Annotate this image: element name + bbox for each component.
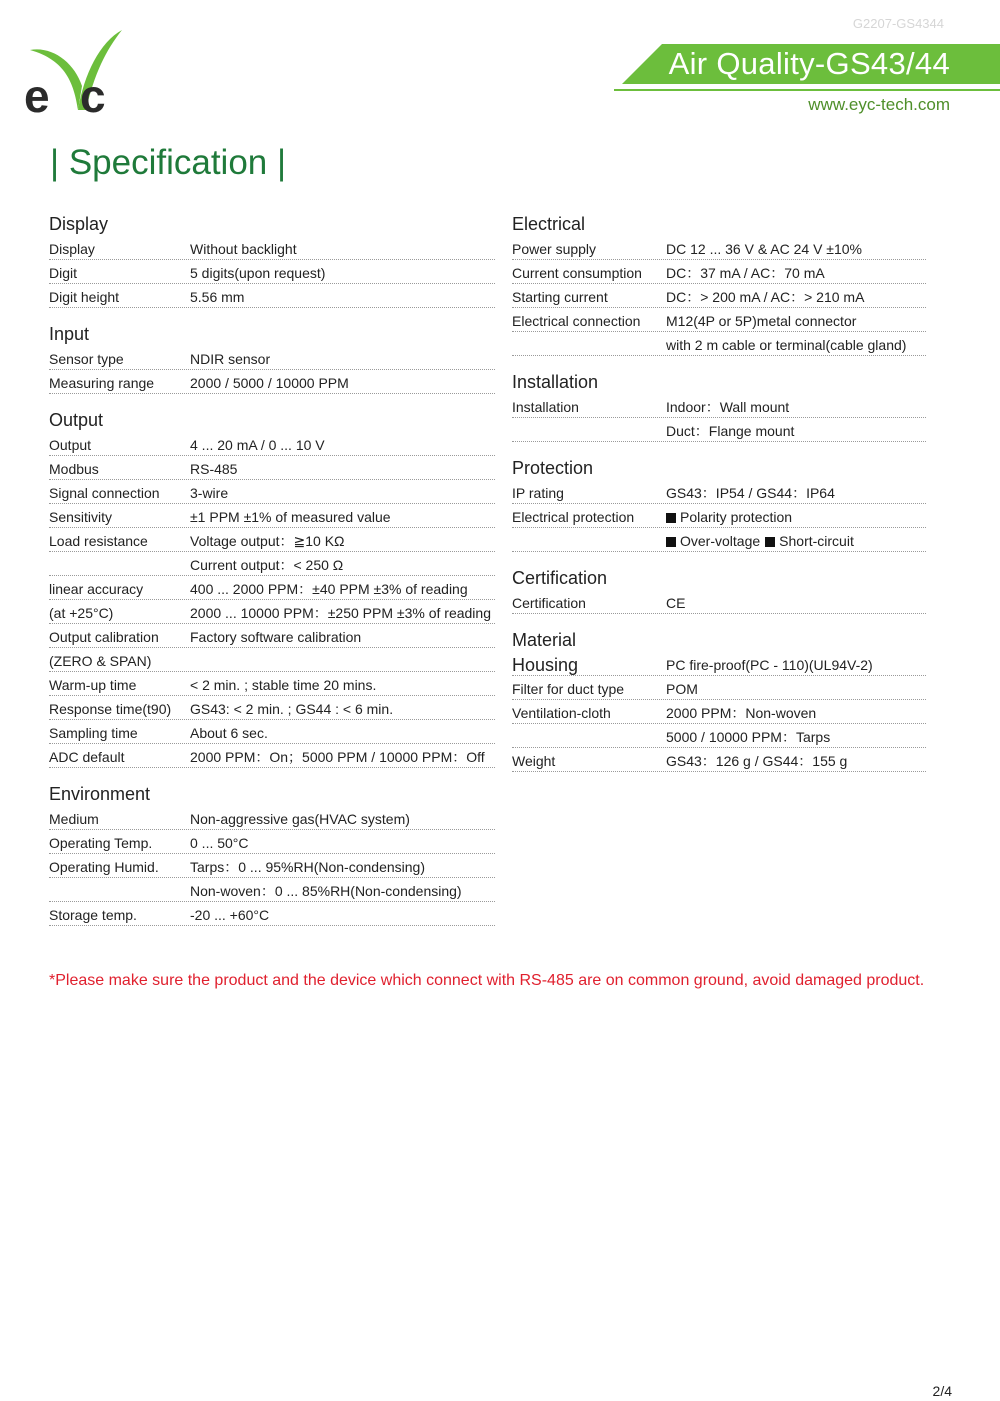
spec-row (49, 236, 495, 260)
spec-row (512, 676, 926, 700)
spec-key: Response time(t90) (49, 701, 172, 717)
spec-right-column (512, 212, 926, 772)
spec-key: Operating Humid. (49, 859, 159, 875)
spec-row (49, 480, 495, 504)
spec-value: RS-485 (190, 461, 238, 477)
spec-key (512, 724, 666, 747)
spec-key: ADC default (49, 749, 125, 765)
section-output (49, 408, 495, 768)
spec-row (49, 456, 495, 480)
spec-key: Medium (49, 811, 99, 827)
spec-row (49, 648, 495, 672)
website-url[interactable]: www.eyc-tech.com (808, 95, 950, 114)
spec-value: GS43: < 2 min. ; GS44 : < 6 min. (190, 701, 394, 717)
spec-key: Sensitivity (49, 509, 113, 525)
protection-item: Short-circuit (779, 533, 854, 549)
spec-value (666, 504, 926, 527)
section-certification (512, 566, 926, 614)
spec-key: IP rating (512, 485, 564, 501)
spec-key: Signal connection (49, 485, 160, 501)
section-display (49, 212, 495, 308)
spec-row (49, 284, 495, 308)
spec-row (49, 528, 495, 552)
filled-square-icon (765, 537, 775, 547)
spec-row (49, 902, 495, 926)
spec-key: Installation (512, 399, 579, 415)
spec-value: 4 ... 20 mA / 0 ... 10 V (190, 437, 325, 453)
section-installation (512, 370, 926, 442)
housing-title: Housing (512, 655, 579, 675)
spec-row (512, 504, 926, 528)
section-title: Electrical (512, 214, 586, 234)
spec-row (512, 480, 926, 504)
spec-row (512, 418, 926, 442)
spec-value: DC：> 200 mA / AC：> 210 mA (666, 289, 865, 305)
eyc-logo (22, 24, 132, 122)
spec-value: DC 12 ... 36 V & AC 24 V ±10% (666, 241, 863, 257)
spec-value: GS43：IP54 / GS44：IP64 (666, 485, 835, 501)
section-title: Display (49, 214, 109, 234)
spec-key: Ventilation-cloth (512, 705, 611, 721)
spec-key: Storage temp. (49, 907, 137, 923)
spec-row (49, 432, 495, 456)
spec-row (512, 394, 926, 418)
page-title: | Specification | (50, 143, 287, 182)
spec-key: (at +25°C) (49, 605, 114, 621)
spec-row (49, 624, 495, 648)
spec-key: Output calibration (49, 629, 159, 645)
spec-row (49, 370, 495, 394)
spec-value: 5000 / 10000 PPM：Tarps (666, 729, 831, 745)
spec-row (512, 236, 926, 260)
spec-key (512, 332, 666, 355)
spec-value: POM (666, 681, 698, 697)
spec-row (49, 576, 495, 600)
spec-key: Digit height (49, 289, 120, 305)
section-title: Certification (512, 568, 608, 588)
spec-value: 2000 PPM：On；5000 PPM / 10000 PPM：Off (190, 749, 485, 765)
spec-key: Warm-up time (49, 677, 137, 693)
spec-value: Non-aggressive gas(HVAC system) (190, 811, 410, 827)
product-title: Air Quality-GS43/44 (668, 46, 950, 81)
spec-row (49, 830, 495, 854)
spec-value: Without backlight (190, 241, 297, 257)
spec-value: -20 ... +60°C (190, 907, 270, 923)
section-material (512, 628, 926, 772)
spec-row (512, 528, 926, 552)
page-number: 2/4 (932, 1383, 952, 1399)
spec-value (666, 528, 926, 551)
section-electrical (512, 212, 926, 356)
spec-key: Electrical protection (512, 509, 635, 525)
section-title: Input (49, 324, 90, 344)
spec-row (512, 652, 926, 676)
protection-item: Over-voltage (680, 533, 761, 549)
spec-row (512, 700, 926, 724)
spec-row (512, 748, 926, 772)
section-protection (512, 456, 926, 552)
spec-row (49, 600, 495, 624)
spec-key (49, 878, 190, 901)
spec-value: DC：37 mA / AC：70 mA (666, 265, 825, 281)
spec-value: ±1 PPM ±1% of measured value (190, 509, 391, 525)
spec-key: Weight (512, 753, 556, 769)
spec-value: Current output：< 250 Ω (190, 557, 344, 573)
spec-key: Current consumption (512, 265, 642, 281)
spec-key (512, 418, 666, 441)
spec-value: 400 ... 2000 PPM：±40 PPM ±3% of reading (190, 581, 468, 597)
spec-value: Tarps：0 ... 95%RH(Non-condensing) (190, 859, 425, 875)
spec-key: Digit (49, 265, 78, 281)
spec-value: About 6 sec. (190, 725, 268, 741)
spec-row (512, 260, 926, 284)
section-input (49, 322, 495, 394)
spec-value: 5 digits(upon request) (190, 265, 326, 281)
spec-value: Non-woven：0 ... 85%RH(Non-condensing) (190, 883, 462, 899)
document-code: G2207-GS4344 (852, 16, 944, 31)
section-title: Installation (512, 372, 599, 392)
spec-row (49, 720, 495, 744)
spec-value: with 2 m cable or terminal(cable gland) (666, 337, 907, 353)
spec-row (49, 260, 495, 284)
spec-value: 2000 ... 10000 PPM：±250 PPM ±3% of reading (190, 605, 491, 621)
spec-row (512, 308, 926, 332)
spec-key (512, 528, 666, 551)
spec-key: Modbus (49, 461, 99, 477)
section-title: Protection (512, 458, 594, 478)
spec-row (512, 590, 926, 614)
spec-value: CE (666, 595, 686, 611)
spec-left-column (49, 212, 495, 940)
svg-text:c: c (80, 70, 106, 122)
spec-value: PC fire-proof(PC - 110)(UL94V-2) (666, 657, 873, 673)
spec-value: Indoor：Wall mount (666, 399, 790, 415)
spec-value: 0 ... 50°C (190, 835, 249, 851)
section-title: Environment (49, 784, 151, 804)
svg-text:e: e (24, 70, 50, 122)
spec-key: Operating Temp. (49, 835, 153, 851)
spec-row (512, 332, 926, 356)
banner-underline (614, 89, 1000, 91)
spec-value: Duct：Flange mount (666, 423, 795, 439)
spec-key: Sampling time (49, 725, 138, 741)
spec-value: Voltage output：≧10 KΩ (190, 533, 345, 549)
protection-item: Polarity protection (680, 509, 793, 525)
spec-key: Certification (512, 595, 586, 611)
spec-key: Display (49, 241, 95, 257)
spec-value: M12(4P or 5P)metal connector (666, 313, 857, 329)
ground-warning-notice: *Please make sure the product and the device which connect with RS-485 are on common ground, avoid damaged product. (49, 972, 925, 989)
spec-row (49, 346, 495, 370)
spec-value: 5.56 mm (190, 289, 245, 305)
spec-key: Sensor type (49, 351, 124, 367)
spec-row (49, 504, 495, 528)
spec-key: Starting current (512, 289, 608, 305)
spec-row (49, 806, 495, 830)
spec-row (49, 744, 495, 768)
spec-key: Electrical connection (512, 313, 641, 329)
spec-value: GS43：126 g / GS44：155 g (666, 753, 848, 769)
spec-value: 3-wire (190, 485, 229, 501)
spec-row (512, 284, 926, 308)
eyc-logo-icon (22, 24, 132, 122)
spec-key: linear accuracy (49, 581, 144, 597)
spec-value: 2000 / 5000 / 10000 PPM (190, 375, 349, 391)
spec-key: Load resistance (49, 533, 148, 549)
filled-square-icon (666, 513, 676, 523)
spec-key: Filter for duct type (512, 681, 625, 697)
filled-square-icon (666, 537, 676, 547)
spec-key: Output (49, 437, 92, 453)
spec-row (49, 696, 495, 720)
spec-key (49, 552, 190, 575)
spec-value: NDIR sensor (190, 351, 271, 367)
spec-key: Measuring range (49, 375, 155, 391)
section-environment (49, 782, 495, 926)
spec-row (49, 854, 495, 878)
spec-value: < 2 min. ; stable time 20 mins. (190, 677, 377, 693)
section-title: Output (49, 410, 104, 430)
spec-key: Power supply (512, 241, 597, 257)
spec-row (512, 724, 926, 748)
spec-value: Factory software calibration (190, 629, 362, 645)
spec-value: 2000 PPM：Non-woven (666, 705, 817, 721)
spec-value (190, 648, 495, 671)
spec-key: (ZERO & SPAN) (49, 653, 152, 669)
spec-row (49, 552, 495, 576)
spec-row (49, 878, 495, 902)
section-title: Material (512, 630, 577, 650)
spec-row (49, 672, 495, 696)
